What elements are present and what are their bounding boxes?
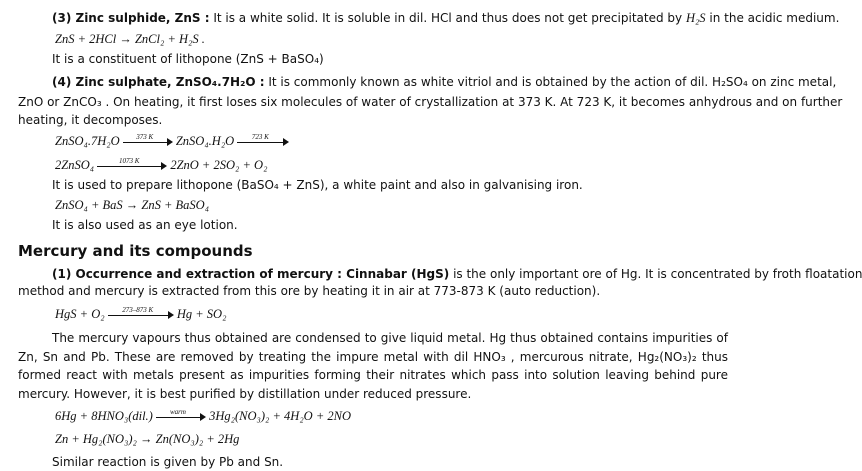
eq2-products: 2ZnO + 2SO₂ + O₂	[170, 158, 268, 172]
arrow-373k-label: 373 K	[136, 133, 154, 142]
eq2-reactant: 2ZnSO₄	[55, 158, 95, 172]
zns-text-end: in the acidic medium.	[705, 11, 840, 25]
zns-paragraph	[52, 10, 840, 26]
zns-text: It is a white solid. It is soluble in dil. HCl and thus does not get precipitated by	[209, 11, 686, 25]
mercury-equation-1	[55, 306, 728, 322]
znso4-text3: heating, it decomposes.	[18, 113, 163, 127]
arrow-723k-label: 723 K	[251, 133, 269, 142]
arrow-warm	[156, 408, 206, 423]
zns-lithopone-note: It is a constituent of lithopone (ZnS + BaSO₄)	[52, 52, 324, 66]
znso4-equation-3: ZnSO₄ + BaS → ZnS + BaSO₄	[55, 198, 210, 212]
znso4-heading: (4) Zinc sulphate, ZnSO₄.7H₂O :	[52, 75, 265, 89]
hg-eq1-products: Hg + SO₂	[176, 307, 227, 321]
eq1-reactant: ZnSO₄.7H₂O	[55, 134, 120, 148]
arrow-273-873k	[108, 306, 174, 321]
znso4-line1	[52, 74, 837, 90]
znso4-text1: It is commonly known as white vitriol and is obtained by the action of dil. H₂SO₄ on zinc metal,	[264, 75, 837, 89]
znso4-use-text: It is used to prepare lithopone (BaSO₄ + ZnS), a white paint and also in galvanising iron.	[52, 178, 583, 192]
zns-reagent: H₂S	[685, 11, 706, 25]
mercury-equation-3: Zn + Hg₂(NO₃)₂ → Zn(NO₃)₂ + 2Hg	[55, 432, 240, 446]
arrow-373k	[123, 133, 173, 148]
section-title-mercury: Mercury and its compounds	[18, 242, 253, 260]
znso4-equation-1	[55, 133, 728, 149]
hg-eq1-reactant: HgS + O₂	[55, 307, 105, 321]
arrow-723k	[237, 133, 289, 148]
mercury-equation-2	[55, 408, 728, 424]
arrow-1073k-label: 1073 K	[118, 157, 140, 166]
znso4-eye-lotion: It is also used as an eye lotion.	[52, 218, 238, 232]
znso4-equation-2	[55, 157, 728, 173]
zns-equation: ZnS + 2HCl → ZnCl₂ + H₂S .	[55, 32, 205, 46]
mercury-occurrence-text: is the only important ore of Hg. It is concentrated by froth floatation	[449, 267, 862, 281]
arrow-273-873k-label: 273–873 K	[122, 306, 154, 315]
eq1-intermediate: ZnSO₄.H₂O	[175, 134, 235, 148]
mercury-occurrence-heading: (1) Occurrence and extraction of mercury : Cinnabar (HgS)	[52, 267, 450, 281]
mercury-similar-note: Similar reaction is given by Pb and Sn.	[52, 455, 284, 469]
zns-heading: (3) Zinc sulphide, ZnS :	[52, 11, 210, 25]
znso4-text2: ZnO or ZnCO₃ . On heating, it first loses six molecules of water of crystallization at 373 K. At 723 K, it becomes anhydrous and on further	[18, 95, 843, 109]
mercury-occurrence-line2: method and mercury is extracted from this ore by heating it in air at 773-873 K (auto reduction).	[18, 284, 601, 298]
hg-eq2-products: 3Hg₂(NO₃)₂ + 4H₂O + 2NO	[209, 409, 351, 423]
arrow-warm-label: warm	[170, 408, 186, 417]
mercury-occurrence-line1	[52, 266, 862, 282]
mercury-paragraph: The mercury vapours thus obtained are condensed to give liquid metal. Hg thus obtained contains impurities of Zn, Sn and Pb. These are removed by treating the impure metal with dil HNO₃ , mercurous nitrate, Hg₂(NO₃)₂ thus formed react with metals present as impurities forming their nitrates which pass into solution leaving behind pure mercury. However, it is best purified by distillation under reduced pressure.	[18, 331, 728, 401]
arrow-1073k	[97, 157, 167, 172]
hg-eq2-reactants: 6Hg + 8HNO₃(dil.)	[55, 409, 153, 423]
